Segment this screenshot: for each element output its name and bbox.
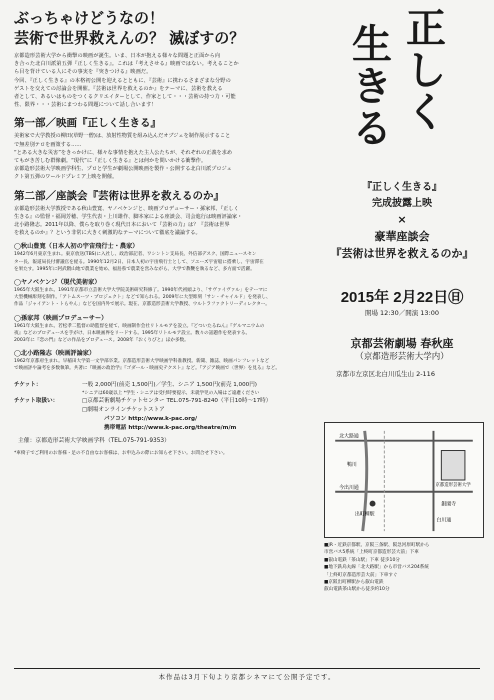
intro-line: ら目を背けている人にその事実を『突きつける』映画だ。 [14, 69, 152, 76]
title-char: 正 [406, 5, 446, 52]
event-time: 開場 12:30／開演 13:00 [364, 309, 440, 317]
intro-line: き合った北白川派第五弾『正しく生きる』。これは『考えさせる』映画ではない。考えることか [14, 61, 239, 68]
part1-title: 第一部／映画『正しく生きる』 [14, 117, 161, 130]
guest-bio [14, 251, 314, 273]
panel-theme: 『芸術は世界を救えるのか』 [330, 247, 474, 260]
part1-line: 京都造形芸術大学映画学科生、プロと学生が劇場公開映画を製作・公開する北白川派プロジェ [14, 166, 232, 173]
map-label: 北大路通 [339, 433, 359, 440]
bio-line: 1962年京都府生まれ。早稲田大学第一文学部卒業。京都造形芸術大学映画学科准教授。新聞、雑誌、映画パンフレットなど [14, 359, 270, 365]
venue-name: 京都芸術劇場 春秋座 [350, 337, 454, 350]
map-label: 京都造形芸術大学 [435, 482, 471, 488]
intro-line: 性、限界・・・芸術にまつわる問題について話し合います！ [14, 102, 157, 109]
map-label: 銀閣寺 [441, 501, 457, 508]
bio-line: 1942年6月東京生まれ。東京放送(TBS)に入社し、政治部記者、ワシントン支局長、外信部デスク、国際ニュースセン [14, 252, 257, 258]
ticket-info [14, 381, 314, 433]
part2-body [14, 205, 314, 238]
part1-line: クト第五弾のワールドプレミア上映を開催。 [14, 174, 118, 181]
accessibility-note: *車椅子でご利用のお客様・足の不自由なお客様は、お申込みの際にお知らせ下さい。お問合せ下さい。 [14, 450, 228, 456]
bio-line: ター長、報道局長付審議官を経る。1990年12月2日、日本人初の宇宙飛行士として、ソユーズ宇宙船に搭乗し、宇宙滞在 [14, 259, 264, 265]
intro-line: ゲストを交えての討論会を開催。『芸術は世界を救えるのか』をテーマに、芸術を教える [14, 85, 223, 92]
intro-text [14, 52, 314, 109]
part1-line: “とある大きな災害”をきっかけに、様々な事情を抱えた主人公たちが、それぞれの正義を求め [14, 149, 233, 156]
venue-sub: （京都造形芸術大学内） [355, 352, 449, 362]
part1-body [14, 132, 314, 181]
event-info [320, 180, 484, 379]
event-date: 2015年 2月22日㊐ [340, 289, 464, 306]
part2-line: を救えるのか』？という非常に大きく刺激的なテーマについて徹底を議論する。 [14, 230, 201, 237]
vertical-title [396, 5, 456, 136]
part2-line: 生きる』の監督・福岡芳穂、学生代表・上川雄作、脚本家による座談会、司会進行は映画評論家・ [14, 213, 243, 220]
venue-address: 京都市左京区北白川瓜生山 2-116 [336, 370, 435, 378]
online-store: □劇場オンラインチケットストア [82, 406, 165, 413]
title-char: 生 [352, 21, 392, 68]
organizer: 主催：京都造形芸術大学映画学科（TEL.075-791-9353） [18, 437, 170, 444]
intro-line: 今回、『正しく生きる』の本格初公開を迎えるとともに、『芸術』に携わるさまざまな分野の [14, 77, 231, 84]
headline-1: ぶっちゃけどうなの！ [14, 9, 165, 27]
title-char: く [406, 89, 446, 136]
intro-line: 者として、あるいはものをつくるクリエイターとして、作家として・・・芸術の持つ力・可能 [14, 94, 236, 101]
bio-line: 1965年大阪生まれ。1991年京都市立芸術大学大学院美術研究科修了。1990年代初頭より、「サヴァイヴァル」をテーマに [14, 288, 268, 294]
guest-name: ◯ヤノベケンジ（現代美術家） [14, 279, 101, 287]
ticket-note: *シニアは60歳以上 *学生・シニアは受付時要提示、未就学児の入場はご遠慮ください [82, 390, 260, 396]
panel-label: 豪華座談会 [374, 230, 430, 243]
guest-profile [14, 349, 314, 372]
part2-line: 京都造形芸術大学教授である秋山豊寛、ヤノベケンジと、映画プロデューサー・孫家邦、『正しく [14, 205, 239, 212]
guest-profile [14, 314, 314, 345]
ticket-outlet-label: チケット取扱い： [14, 397, 59, 404]
part2-title: 第二部／座談会『芸術は世界を救えるのか』 [14, 189, 224, 202]
access-line: ■京阪出町柳駅から叡山電鉄 [324, 580, 384, 586]
ticket-price: 一般 2,000円(前売 1,500円)／学生、シニア 1,500円(前売 1,000円) [82, 381, 257, 388]
bio-line: で映画評や論考を多数執筆。共著に『映画の政治学』『ゴダール・映画史テクスト』など。『アジア映画で〈世界〉を見る』など。 [14, 366, 280, 372]
guest-bio [14, 323, 314, 345]
mobile-url-link[interactable]: 携帯電話 http://www.k-pac.org/theatre/m/m [104, 424, 237, 431]
access-line: 市営バス5系統「上終町京都造形芸大前」下車 [324, 550, 419, 556]
guest-bio [14, 358, 314, 372]
bio-line: 1961年大阪生まれ。若松孝二監督の助監督を経て、映画制作会社リトルモアを設立。『どついたるねん』『ゲルマニウムの [14, 323, 265, 329]
bio-line: 作品「ジャイアント・トらやん」などを国内外で展示。現在、京都造形芸術大学教授、ウルトラファクトリーディレクター。 [14, 302, 270, 308]
map-label: 出町柳駅 [354, 511, 375, 518]
vertical-title-2 [342, 21, 402, 152]
ticket-label: チケット： [14, 381, 42, 388]
access-map [324, 422, 484, 538]
map-label: 鴨川 [347, 462, 357, 469]
guest-name: ◯秋山豊寛（日本人初の宇宙飛行士・農家） [14, 243, 139, 251]
part1-line: てもがき苦しむ群像劇。“現代”に『正しく生きる』とは何かを問いかける衝撃作。 [14, 158, 207, 165]
part1-line: 美術家で大学教授の柳田(草野一僧)は、放射性物質を組み込んだオブジェを制作展示すること [14, 133, 231, 140]
guest-bio [14, 287, 314, 309]
guest-name: ◯北小路隆志（映画評論家） [14, 350, 96, 358]
screening-label: 完成披露上映 [372, 198, 432, 209]
intro-line: 京都造形芸術大学から衝撃の映画が誕生。いま、日本が抱える様々な問題と正面から向 [14, 53, 221, 59]
footer-note: 本作品は3月下旬より京都シネマにて公開予定です。 [158, 673, 336, 681]
station-marker [370, 501, 376, 507]
guest-profile [14, 242, 314, 273]
title-char: し [406, 47, 446, 94]
guest-name: ◯孫家邦（映画プロデューサー） [14, 314, 108, 322]
bio-line: 2003年に『恋の門』などの作品をプロデュース。2008年『おくりびと』ほか多数。 [14, 338, 189, 344]
left-column [14, 8, 314, 457]
part2-line: 北小路隆志。2011年以降、僕らを取り巻く現代日本において『芸術の力』は？『芸術は世界 [14, 222, 230, 229]
ticket-center: □京都芸術劇場チケットセンター TEL.075-791-8240（平日10時〜17時） [82, 397, 272, 404]
access-line: 叡山電鉄茶山駅から徒歩約10分 [324, 587, 390, 593]
headline-2: 芸術で世界救えんの？ 滅ぼすの？ [14, 29, 245, 47]
footer-divider [14, 668, 480, 669]
title-char: き [352, 63, 392, 110]
map-svg [325, 423, 483, 537]
film-title: 『正しく生きる』 [362, 182, 442, 193]
access-line: ■JR・近鉄京都駅、京阪三条駅、阪急河原町駅から [324, 543, 430, 548]
bio-line: 夜』などのプロデュースを手がけ、日本映画界をリードする。1995年リトルモア設立。数々の話題作を発表する。 [14, 330, 251, 336]
part1-line: で無差別テロを画策する…… [14, 141, 82, 148]
venue-marker [441, 451, 465, 480]
map-label: 白川通 [436, 517, 452, 524]
guest-profile [14, 278, 314, 309]
bio-line: 大型機械彫刻を制作。「アトムスーツ・プロジェクト」などで知られる。2009年に大型彫刻「サン・チャイルド」を発表し、 [14, 295, 271, 301]
access-line: ■叡山電鉄「茶山駅」下車 徒歩10分 [324, 557, 400, 563]
pc-url-link[interactable]: パソコン http://www.k-pac.org/ [104, 415, 198, 422]
access-directions [324, 542, 484, 594]
map-label: 今出川通 [339, 484, 359, 491]
title-char: る [352, 105, 392, 152]
bio-line: を果たす。1995年に阿武隈山地で農業を始め、福島県で農業を営みながら、大学で教鞭を執るなど、多方面で活躍。 [14, 266, 255, 272]
access-line: ■地下鉄烏丸線「北大路駅」から市営バス204系統 [324, 565, 429, 571]
access-line: 「上終町京都造形芸大前」下車すぐ [324, 572, 398, 578]
cross-mark: × [397, 213, 407, 226]
